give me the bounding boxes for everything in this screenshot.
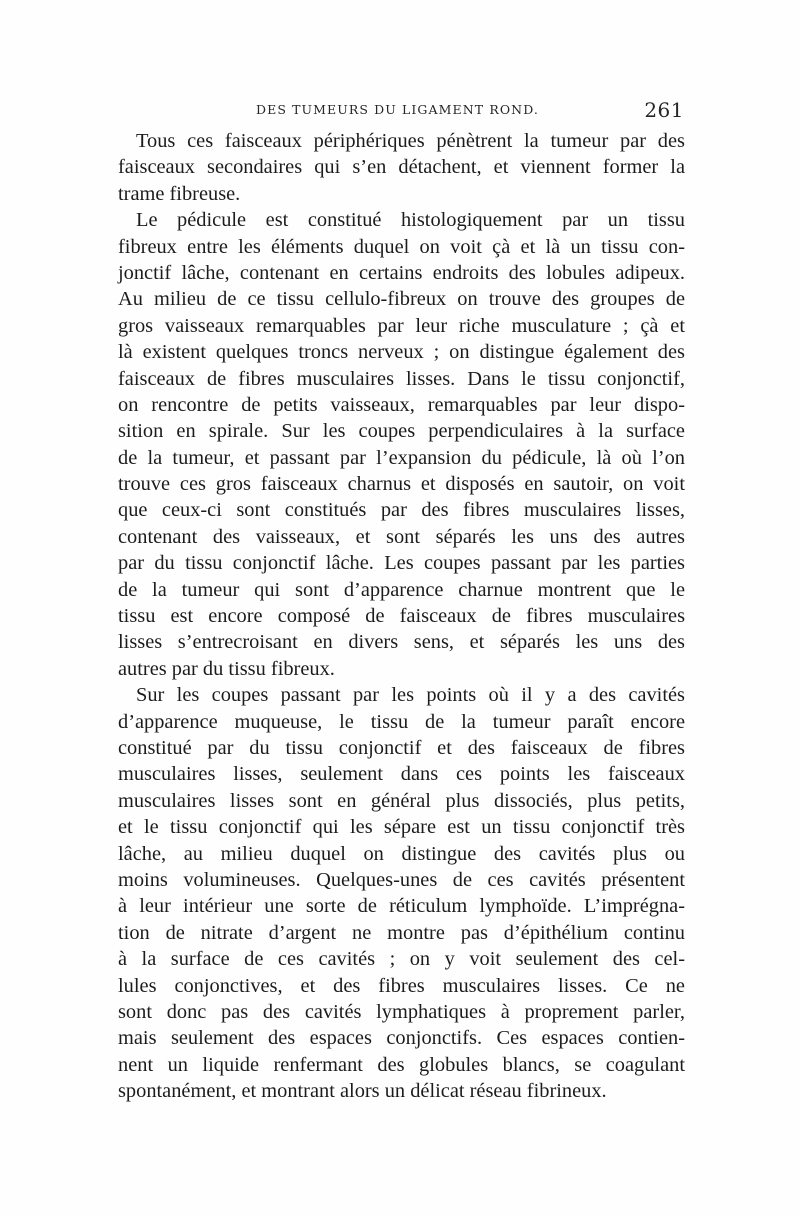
- text-line: trame fibreuse.: [118, 182, 241, 205]
- text-line: de la tumeur qui sont d’apparence charnue montrent que le: [118, 578, 685, 601]
- text-line: à la surface de ces cavités ; on y voit seulement des cel-: [118, 948, 685, 971]
- text-line: lâche, au milieu duquel on distingue des cavités plus ou: [118, 842, 685, 865]
- text-line: jonctif lâche, contenant en certains endroits des lobules adipeux.: [118, 261, 685, 284]
- text-line: mais seulement des espaces conjonctifs. Ces espaces contien-: [118, 1027, 685, 1050]
- text-line: trouve ces gros faisceaux charnus et disposés en sautoir, on voit: [118, 473, 685, 496]
- text-line: gros vaisseaux remarquables par leur riche musculature ; çà et: [118, 314, 685, 337]
- text-line: tion de nitrate d’argent ne montre pas d’épithélium continu: [118, 921, 685, 944]
- text-line: lules conjonctives, et des fibres musculaires lisses. Ce ne: [118, 974, 685, 997]
- text-line: là existent quelques troncs nerveux ; on distingue également des: [118, 341, 685, 364]
- page-number: 261: [644, 98, 684, 122]
- text-line: de la tumeur, et passant par l’expansion du pédicule, là où l’on: [118, 446, 685, 469]
- text-line: spontanément, et montrant alors un délicat réseau fibrineux.: [118, 1080, 607, 1103]
- paragraph-2: [118, 207, 685, 682]
- text-line: Sur les coupes passant par les points où il y a des cavités: [136, 684, 685, 707]
- paragraph-3: [118, 682, 685, 1104]
- text-line: d’apparence muqueuse, le tissu de la tumeur paraît encore: [118, 710, 685, 733]
- text-line: fibreux entre les éléments duquel on voit çà et là un tissu con-: [118, 235, 685, 258]
- running-title: DES TUMEURS DU LIGAMENT ROND.: [256, 102, 539, 117]
- page-header: [118, 98, 684, 128]
- text-line: sition en spirale. Sur les coupes perpendiculaires à la surface: [118, 420, 685, 443]
- text-line: que ceux-ci sont constitués par des fibres musculaires lisses,: [118, 499, 685, 522]
- text-line: lisses s’entrecroisant en divers sens, et séparés les uns des: [118, 631, 685, 654]
- text-line: moins volumineuses. Quelques-unes de ces cavités présentent: [118, 868, 685, 891]
- text-line: musculaires lisses, seulement dans ces points les faisceaux: [118, 763, 685, 786]
- paragraph-1: [118, 128, 685, 207]
- text-line: faisceaux secondaires qui s’en détachent, et viennent former la: [118, 156, 685, 179]
- text-line: sont donc pas des cavités lymphatiques à proprement parler,: [118, 1000, 685, 1023]
- text-line: nent un liquide renfermant des globules blancs, se coagulant: [118, 1053, 685, 1076]
- text-line: faisceaux de fibres musculaires lisses. Dans le tissu conjonctif,: [118, 367, 685, 390]
- text-line: tissu est encore composé de faisceaux de fibres musculaires: [118, 605, 685, 628]
- text-line: à leur intérieur une sorte de réticulum lymphoïde. L’imprégna-: [118, 895, 685, 918]
- body-text: [118, 128, 685, 1104]
- text-line: et le tissu conjonctif qui les sépare est un tissu conjonctif très: [118, 816, 685, 839]
- text-line: par du tissu conjonctif lâche. Les coupes passant par les parties: [118, 552, 685, 575]
- text-line: autres par du tissu fibreux.: [118, 657, 335, 680]
- text-line: contenant des vaisseaux, et sont séparés les uns des autres: [118, 525, 685, 548]
- text-line: Au milieu de ce tissu cellulo-fibreux on trouve des groupes de: [118, 288, 685, 311]
- text-line: Tous ces faisceaux périphériques pénètrent la tumeur par des: [136, 130, 685, 152]
- text-line: musculaires lisses sont en général plus dissociés, plus petits,: [118, 789, 685, 812]
- text-line: Le pédicule est constitué histologiquement par un tissu: [136, 209, 685, 232]
- text-line: constitué par du tissu conjonctif et des faisceaux de fibres: [118, 736, 685, 759]
- text-line: on rencontre de petits vaisseaux, remarquables par leur dispo-: [118, 393, 685, 416]
